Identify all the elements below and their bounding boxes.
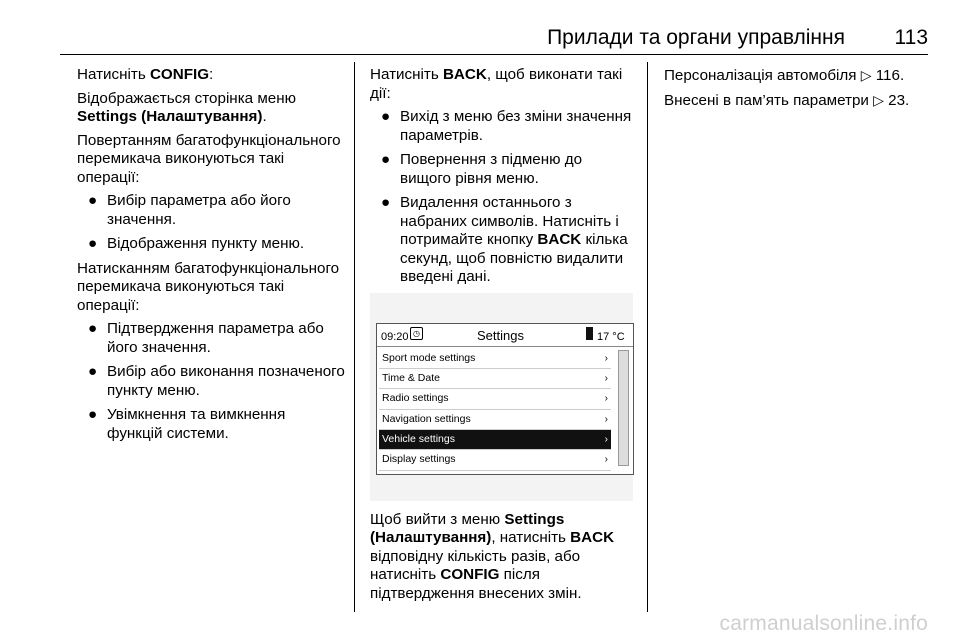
list-item: ● Підтвердження параметра або його значення. <box>88 320 324 356</box>
list-item: ● Видалення останнього з набраних символів. Натисніть і потримайте кнопку BACK кілька секунд, щоб повністю видалити введені дані. <box>381 194 628 285</box>
settings-menu-list <box>379 349 611 471</box>
screen-header <box>377 324 633 347</box>
bullet-icon: ● <box>88 406 98 423</box>
paragraph-back: Натисніть BACK, щоб виконати такі дії: <box>370 66 623 102</box>
list-item: ● Повернення з підменю до вищого рівня меню. <box>381 151 583 187</box>
list-item: ● Вихід з меню без зміни значення параметрів. <box>381 108 632 144</box>
reference-arrow-icon: ▷ <box>873 91 884 108</box>
header-divider <box>60 54 928 55</box>
menu-item-navigation[interactable]: Navigation settings › <box>379 410 611 430</box>
menu-item-radio[interactable]: Radio settings › <box>379 389 611 409</box>
bullet-icon: ● <box>381 194 391 211</box>
chevron-right-icon: › <box>604 413 608 425</box>
config-key: CONFIG <box>440 566 500 583</box>
bullet-icon: ● <box>88 235 98 252</box>
back-key: BACK <box>537 231 582 248</box>
bullet-icon: ● <box>88 192 98 209</box>
reference-arrow-icon: ▷ <box>860 67 872 83</box>
screen-title: Settings <box>477 327 524 343</box>
paragraph-exit-settings: Щоб вийти з меню Settings (Налаштування), натисніть BACK відповідну кількість разів, або натисніть CONFIG після підтвердження внесених змін. <box>370 510 615 602</box>
page-number: 113 <box>894 26 928 49</box>
back-key: BACK <box>442 66 487 83</box>
chevron-right-icon: › <box>604 454 608 466</box>
menu-item-vehicle[interactable]: Vehicle settings › <box>379 430 611 450</box>
column-3 <box>664 66 934 115</box>
page-reference-link[interactable]: 23. <box>888 91 910 109</box>
config-key: CONFIG <box>149 66 210 83</box>
bullet-icon: ● <box>88 320 98 337</box>
menu-item-sport-mode[interactable]: Sport mode settings › <box>379 349 611 369</box>
page-header <box>0 0 960 56</box>
paragraph-press: Натисканням багатофункціонального перемикача виконуються такі операції: <box>77 259 340 314</box>
paragraph-config: Натисніть CONFIG: <box>77 66 214 83</box>
page-title: Прилади та органи управління <box>547 26 845 49</box>
back-operations-list <box>370 108 635 287</box>
paragraph-settings-page: Відображається сторінка меню Settings (Налаштування). <box>77 89 297 125</box>
screen-temperature: 17 °C <box>597 330 625 343</box>
phone-icon <box>586 327 593 340</box>
chevron-right-icon: › <box>604 434 608 446</box>
rotate-operations-list <box>77 192 345 254</box>
list-item: ● Відображення пункту меню. <box>88 235 305 252</box>
back-key: BACK <box>570 529 615 546</box>
column-divider-2 <box>647 62 648 612</box>
column-2 <box>370 66 635 608</box>
clock-icon: ◷ <box>410 327 423 340</box>
list-item: ● Вибір або виконання позначеного пункту меню. <box>88 363 345 399</box>
menu-item-display[interactable]: Display settings › <box>379 450 611 470</box>
settings-term: Settings (Налаштування) <box>370 510 565 546</box>
page-reference-link[interactable]: 116. <box>875 67 905 84</box>
press-operations-list <box>77 320 345 443</box>
settings-screen <box>376 323 634 475</box>
screen-time: 09:20 <box>381 330 409 343</box>
ref-saved-settings: Внесені в пам’ять параметри ▷ 23. <box>664 91 910 109</box>
settings-term: Settings (Налаштування) <box>77 108 263 125</box>
bullet-icon: ● <box>88 363 98 380</box>
chevron-right-icon: › <box>604 352 608 364</box>
screen-scrollbar[interactable] <box>618 350 629 466</box>
watermark: carmanualsonline.info <box>719 612 928 635</box>
paragraph-rotate: Повертанням багатофункціонального перемикача виконуються такі операції: <box>77 131 341 186</box>
bullet-icon: ● <box>381 151 391 168</box>
column-1 <box>77 66 345 449</box>
list-item: ● Вибір параметра або його значення. <box>88 192 291 228</box>
chevron-right-icon: › <box>604 393 608 405</box>
ref-vehicle-personalisation: Персоналізація автомобіля ▷ 116. <box>664 67 905 84</box>
bullet-icon: ● <box>381 108 391 125</box>
list-item: ● Увімкнення та вимкнення функцій системи. <box>88 406 286 442</box>
chevron-right-icon: › <box>604 372 608 384</box>
column-divider-1 <box>354 62 355 612</box>
settings-screen-figure <box>370 293 633 501</box>
menu-item-time-date[interactable]: Time & Date › <box>379 369 611 389</box>
